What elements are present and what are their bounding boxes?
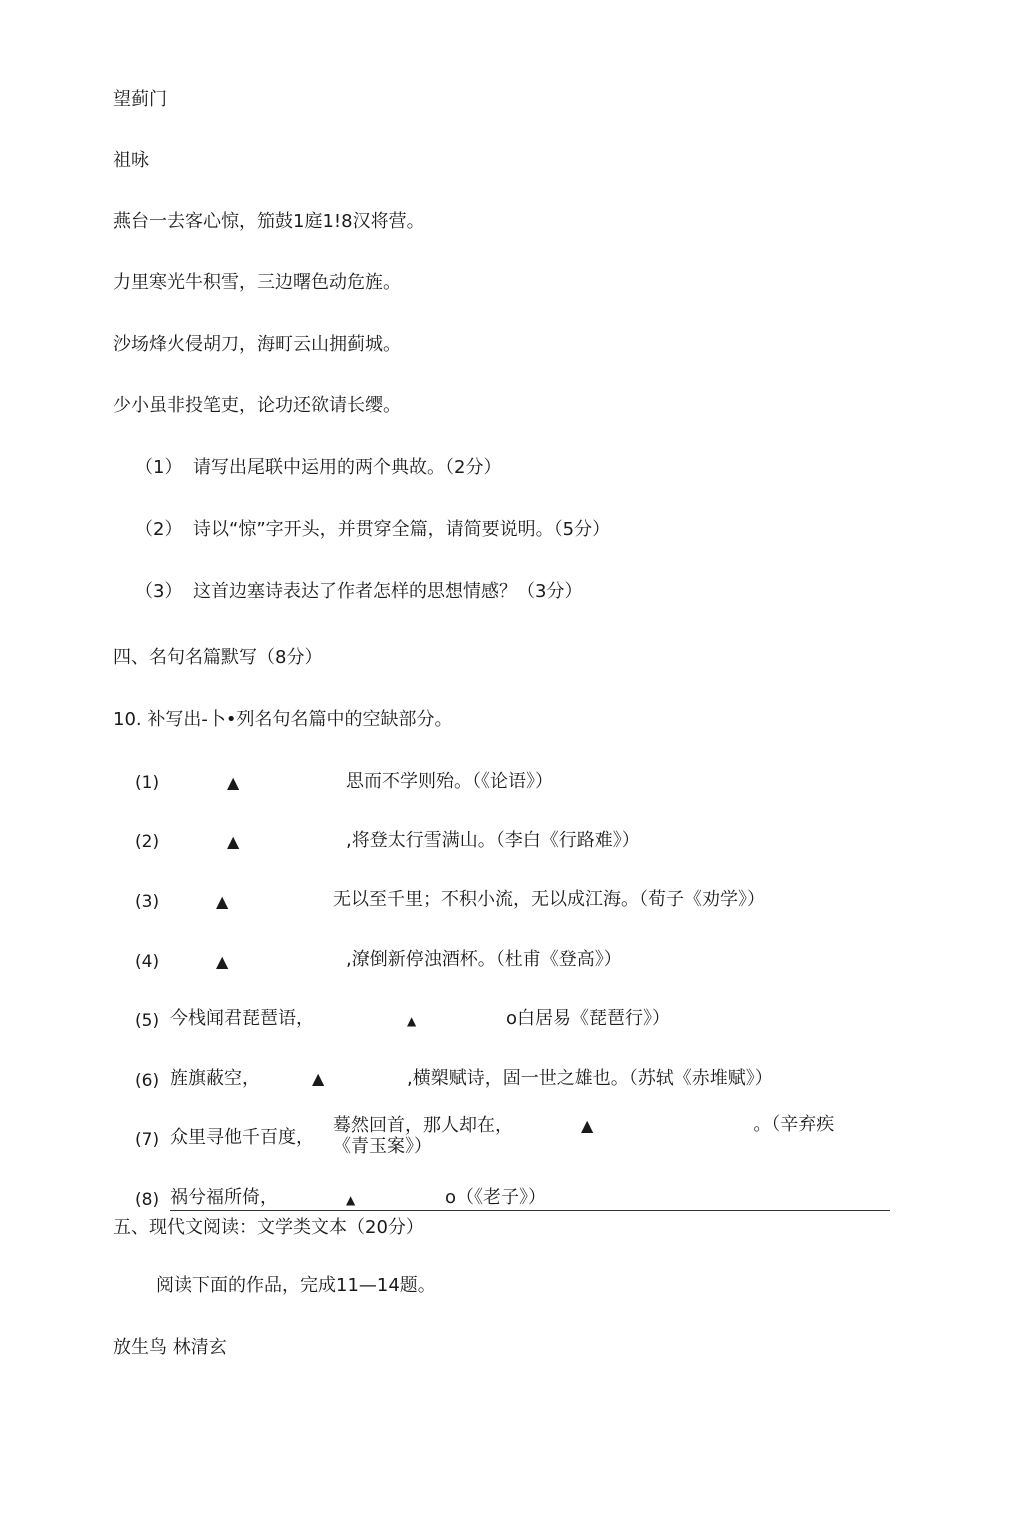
blank-marker-7: ▲ (581, 1116, 594, 1135)
blank-item-1-number: (1) (135, 773, 160, 793)
blank-item-2-text: ,将登太行雪满山。（李白《行路难》） (346, 830, 640, 851)
blank-marker-4: ▲ (216, 952, 229, 971)
blank-item-3-number: (3) (135, 892, 160, 912)
blank-item-5-after: o白居易《琵琶行》） (506, 1008, 671, 1029)
poem-line-1: 燕台一去客心惊，笳鼓1庭1!8汉将营。 (113, 211, 425, 232)
blank-item-6-before: 旌旗蔽空， (170, 1068, 260, 1089)
question-2-number: （2） (135, 519, 183, 540)
horizontal-rule (170, 1210, 890, 1211)
question-3-number: （3） (135, 581, 183, 602)
blank-item-7-after-wrap (333, 1114, 858, 1158)
poem-line-4: 少小虽非投笔吏，论功还欲请长缨。 (113, 395, 401, 416)
question-1-number: （1） (135, 457, 183, 478)
blank-item-6-after: ,横槊赋诗，固一世之雄也。（苏轼《赤堆赋》） (407, 1068, 773, 1089)
blank-item-5-number: (5) (135, 1011, 160, 1031)
blank-marker-3: ▲ (216, 892, 229, 911)
blank-item-6-number: (6) (135, 1071, 160, 1091)
blank-item-7-after: 。（辛弃疾《青玉案》） (333, 1114, 835, 1157)
blank-marker-1: ▲ (227, 773, 240, 792)
question-10-prompt: 10. 补写出-卜•列名句名篇中的空缺部分。 (113, 709, 453, 730)
blank-marker-2: ▲ (227, 832, 240, 851)
poem-line-3: 沙场烽火侵胡刀，海町云山拥蓟城。 (113, 334, 401, 355)
work-title-author: 放生鸟 林清玄 (113, 1337, 227, 1358)
poem-line-2: 力里寒光牛积雪，三边曙色动危旌。 (113, 272, 401, 293)
question-1-text: 请写出尾联中运用的两个典故。（2分） (193, 457, 502, 478)
blank-item-8-number: (8) (135, 1190, 160, 1210)
blank-marker-5: ▲ (407, 1014, 417, 1028)
blank-item-2-number: (2) (135, 832, 160, 852)
question-3-text: 这首边塞诗表达了作者怎样的思想情感？（3分） (193, 581, 583, 602)
section-4-heading: 四、名句名篇默写（8分） (113, 647, 323, 668)
blank-item-3-text: 无以至千里；不积小流，无以成江海。（荀子《劝学》） (333, 889, 765, 910)
poem-author: 祖咏 (113, 150, 149, 171)
blank-marker-8: ▲ (346, 1193, 356, 1207)
section-5-heading: 五、现代文阅读：文学类文本（20分） (113, 1217, 424, 1238)
reading-instruction: 阅读下面的作品，完成11—14题。 (156, 1275, 436, 1296)
blank-item-7-mid: 蓦然回首，那人却在， (333, 1115, 513, 1136)
question-2-text: 诗以“惊”字开头，并贯穿全篇，请简要说明。（5分） (193, 519, 611, 540)
blank-item-1-text: 思而不学则殆。（《论语》） (346, 771, 553, 792)
blank-item-4-number: (4) (135, 952, 160, 972)
blank-item-8-before: 祸兮福所倚， (170, 1187, 278, 1208)
poem-title: 望蓟门 (113, 89, 167, 110)
blank-item-7-before: 众里寻他千百度， (170, 1127, 314, 1148)
blank-item-8-after: o（《老子》） (445, 1187, 547, 1208)
blank-item-5-before: 今栈闻君琵琶语， (170, 1008, 314, 1029)
blank-marker-6: ▲ (312, 1069, 325, 1088)
blank-item-4-text: ,潦倒新停浊酒杯。（杜甫《登高》） (346, 949, 622, 970)
blank-item-7-number: (7) (135, 1130, 160, 1150)
